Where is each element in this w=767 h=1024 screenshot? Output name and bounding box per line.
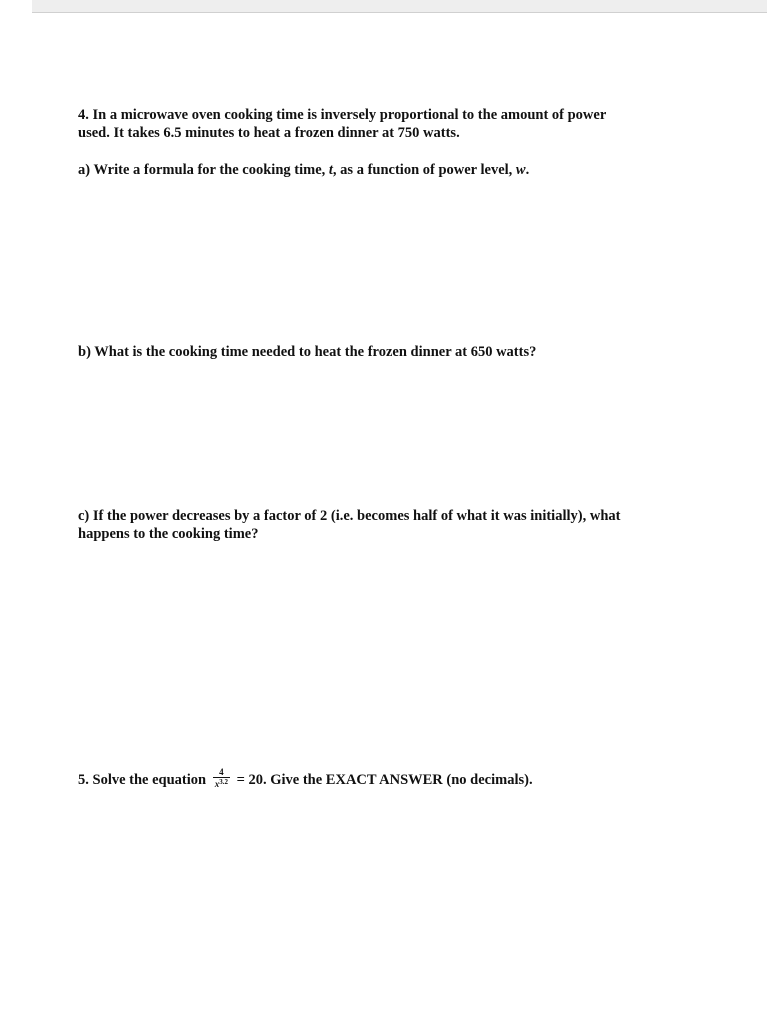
variable-w: w	[515, 162, 526, 178]
fraction-numerator: 4	[213, 768, 230, 778]
variable-t: t	[328, 162, 333, 178]
question-5	[78, 767, 678, 791]
question-5-prefix: 5. Solve the equation	[78, 771, 210, 788]
fraction-base: x	[214, 779, 220, 789]
question-4-intro-line-2: used. It takes 6.5 minutes to heat a frozen dinner at 750 watts.	[78, 125, 460, 141]
question-4-intro	[78, 106, 678, 142]
question-4c-line-2: happens to the cooking time?	[78, 526, 259, 542]
question-5-suffix: = 20. Give the EXACT ANSWER (no decimals).	[232, 771, 533, 788]
question-4b: b) What is the cooking time needed to heat the frozen dinner at 650 watts?	[78, 344, 537, 360]
question-4c	[78, 507, 678, 543]
question-4a-suffix: .	[525, 162, 530, 178]
question-4a	[78, 161, 678, 179]
question-4a-middle: , as a function of power level,	[332, 162, 516, 178]
question-4a-prefix: a) Write a formula for the cooking time,	[78, 162, 329, 178]
question-4-intro-line-1: 4. In a microwave oven cooking time is inversely proportional to the amount of power	[78, 107, 607, 123]
fraction-exponent: 3.2	[219, 778, 228, 786]
fraction-denominator	[213, 778, 230, 789]
question-4c-line-1: c) If the power decreases by a factor of 2 (i.e. becomes half of what it was initially), what	[78, 508, 621, 524]
equation-fraction	[213, 768, 230, 789]
